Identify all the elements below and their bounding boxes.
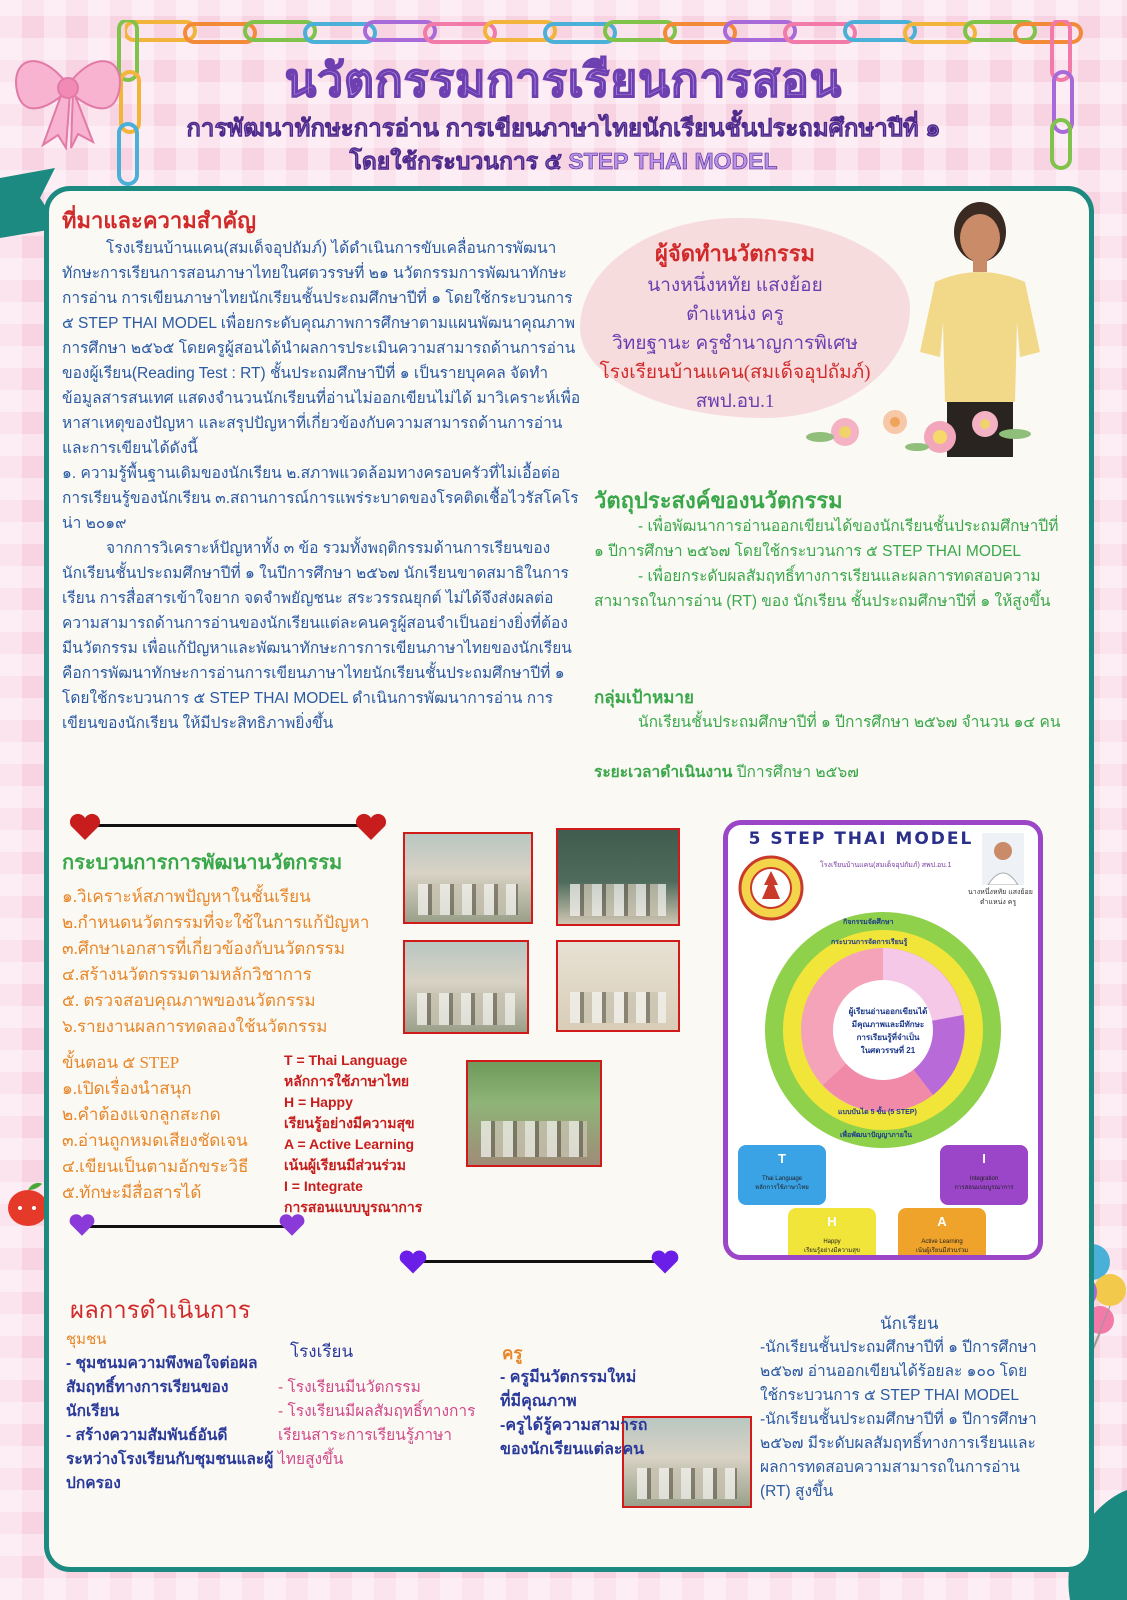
model-box-i-caption-2: การสอนแบบบูรณาการ bbox=[954, 1185, 1014, 1191]
classroom-photo-3 bbox=[403, 940, 529, 1034]
model-box-t-caption-1: Thai Language bbox=[761, 1176, 803, 1182]
results-community-label: ชุมชน bbox=[66, 1331, 107, 1348]
heart-icon bbox=[68, 812, 102, 842]
five-step-2: ๒.คำต้องแจกลูกสะกด bbox=[62, 1105, 221, 1124]
background-paragraph-2: ๑. ความรู้พื้นฐานเดิมของนักเรียน ๒.สภาพแวดล้อมทางครอบครัวที่ไม่เอื้อต่อการเรียนรู้ของนักเรียน ๓.สถานการณ์การแพร่ระบาดของโรคติดเชื้อไวรัสโคโรน่า ๒๐๑๙ bbox=[62, 465, 579, 532]
process-step-5: ๕. ตรวจสอบคุณภาพของนวัตกรรม bbox=[62, 991, 316, 1010]
objective-item-1: - เพื่อพัฒนาการอ่านออกเขียนได้ของนักเรียนชั้นประถมศึกษาปีที่ ๑ ปีการศึกษา ๒๕๖๗ โดยใช้กระบวนการ ๕ STEP THAI MODEL bbox=[594, 518, 1059, 560]
author-heading: ผู้จัดทำนวัตกรรม bbox=[654, 241, 816, 266]
page-title: นวัตกรรมการเรียนการสอน bbox=[284, 55, 843, 106]
objectives-body bbox=[594, 514, 1064, 614]
model-ring-outer-label: กิจกรรมจัดศึกษา bbox=[843, 919, 894, 926]
five-step-4: ๔.เขียนเป็นตามอักขระวิธี bbox=[62, 1157, 249, 1176]
model-box-i-letter: I bbox=[982, 1151, 986, 1166]
results-school-label: โรงเรียน bbox=[290, 1342, 354, 1361]
author-school: โรงเรียนบ้านแคน(สมเด็จอุปถัมภ์) bbox=[599, 362, 871, 383]
duration-value: ปีการศึกษา ๒๕๖๗ bbox=[736, 764, 859, 781]
duration-line bbox=[594, 760, 1069, 785]
classroom-photo-2 bbox=[556, 828, 680, 926]
model-teacher-position: ตำแหน่ง ครู bbox=[980, 899, 1017, 906]
model-teacher-name: นางหนึ่งหทัย แสงย้อย bbox=[968, 889, 1033, 896]
background-paragraph-1: โรงเรียนบ้านแคน(สมเด็จอุปถัมภ์) ได้ดำเนินการขับเคลื่อนการพัฒนาทักษะการเรียนการสอนภาษาไทยในศตวรรษที่ ๒๑ นวัตกรรมการพัฒนาทักษะการอ่าน การเขียนภาษาไทยนักเรียนชั้นประถมศึกษาปีที่ ๑ โดยใช้กระบวนการ ๕ STEP THAI MODEL เพื่อยกระดับคุณภาพการศึกษาตามแผนพัฒนาคุณภาพการศึกษา ๒๕๖๕ โดยครูผู้สอนได้นำผลการประเมินความสามารถด้านการอ่านของผู้เรียน(Reading Test : RT) ชั้นประถมศึกษาปีที่ ๑ เป็นรายบุคคล จัดทำข้อมูลสารสนเทศ แสดงจำนวนนักเรียนที่อ่านไม่ออกเขียนไม่ได้ มาวิเคราะห์เพื่อหาสาเหตุของปัญหา และสรุปปัญหาที่เกี่ยวข้องกับความสามารถด้านการอ่านและการเขียนได้ดังนี้ bbox=[62, 240, 581, 457]
flower-decoration bbox=[805, 392, 1035, 467]
heart-icon bbox=[398, 1248, 428, 1276]
process-step-1: ๑.วิเคราะห์สภาพปัญหาในชั้นเรียน bbox=[62, 887, 311, 906]
model-ring-bottom-label-1: แบบบันได 5 ขั้น (5 STEP) bbox=[838, 1109, 917, 1116]
five-step-5: ๕.ทักษะมีสื่อสารได้ bbox=[62, 1183, 202, 1202]
thai-model-definition bbox=[284, 1050, 474, 1218]
process-step-2: ๒.กำหนดนวัตกรรมที่จะใช้ในการแก้ปัญหา bbox=[62, 913, 370, 932]
model-box-h-caption-1: Happy bbox=[823, 1239, 841, 1245]
results-student-label: นักเรียน bbox=[880, 1314, 939, 1333]
model-ring-bottom-label-2: เพื่อพัฒนาปัญญาภายใน bbox=[840, 1132, 913, 1139]
author-rank: วิทยฐานะ ครูชำนาญการพิเศษ bbox=[612, 333, 858, 354]
results-community-text: - ชุมชนมความพึงพอใจต่อผลสัมฤทธิ์ทางการเรียนของนักเรียน - สร้างความสัมพันธ์อันดีระหว่างโรงเรียนกับชุมชนและผู้ปกครอง bbox=[66, 1355, 274, 1492]
model-center-line-2: มีคุณภาพและมีทักษะ bbox=[851, 1020, 925, 1029]
objective-item-2: - เพื่อยกระดับผลสัมฤทธิ์ทางการเรียนและผลการทดสอบความสามารถในการอ่าน (RT) ของ นักเรียน ชั้นประถมศึกษาปีที่ ๑ ให้สูงขึ้น bbox=[594, 568, 1051, 610]
five-step-title: ขั้นตอน ๕ STEP bbox=[62, 1053, 180, 1072]
results-section-title: ผลการดำเนินการ bbox=[70, 1298, 251, 1324]
background-section-body bbox=[62, 236, 582, 736]
teacher-portrait bbox=[982, 833, 1024, 885]
page-subtitle-line-1: การพัฒนาทักษะการอ่าน การเขียนภาษาไทยนักเรียนชั้นประถมศึกษาปีที่ ๑ bbox=[186, 115, 941, 142]
results-school-text: - โรงเรียนมีนวัตกรรม - โรงเรียนมีผลสัมฤทธิ์ทางการเรียนสาระการเรียนรู้ภาษาไทยสูงขึ้น bbox=[278, 1379, 476, 1468]
author-office: สพป.อบ.1 bbox=[695, 391, 775, 412]
model-box-h bbox=[788, 1208, 876, 1260]
thai-a-line: A = Active Learning bbox=[284, 1136, 415, 1152]
section-divider-3 bbox=[410, 1260, 666, 1263]
heart-icon bbox=[354, 812, 388, 842]
results-student-text: -นักเรียนชั้นประถมศึกษาปีที่ ๑ ปีการศึกษา ๒๕๖๗ อ่านออกเขียนได้ร้อยละ ๑๐๐ โดยใช้กระบวนการ ๕ STEP THAI MODEL -นักเรียนชั้นประถมศึกษาปีที่ ๑ ปีการศึกษา ๒๕๖๗ มีระดับผลสัมฤทธิ์ทางการเรียนและผลการทดสอบความสามารถในการอ่าน (RT) สูงขึ้น bbox=[760, 1339, 1037, 1500]
five-step-1: ๑.เปิดเรื่องนำสนุก bbox=[62, 1079, 192, 1098]
thai-t-line: T = Thai Language bbox=[284, 1052, 408, 1068]
model-box-a-caption-2: เน้นผู้เรียนมีส่วนร่วม bbox=[915, 1248, 969, 1254]
model-ring-inner-label: กระบวนการจัดการเรียนรู้ bbox=[831, 939, 908, 946]
process-step-3: ๓.ศึกษาเอกสารที่เกี่ยวข้องกับนวัตกรรม bbox=[62, 939, 346, 958]
model-poster-title: 5 STEP THAI MODEL bbox=[748, 829, 974, 849]
thai-i-meaning: การสอนแบบบูรณาการ bbox=[284, 1199, 423, 1215]
process-steps-list bbox=[62, 884, 402, 1040]
process-step-6: ๖.รายงานผลการทดลองใช้นวัตกรรม bbox=[62, 1017, 328, 1036]
five-step-3: ๓.อ่านถูกหมดเสียงชัดเจน bbox=[62, 1131, 248, 1150]
thai-h-line: H = Happy bbox=[284, 1094, 353, 1110]
classroom-photo-5 bbox=[466, 1060, 602, 1167]
heart-icon bbox=[278, 1212, 306, 1238]
process-section-title: กระบวนการการพัฒนานวัตกรรม bbox=[62, 852, 343, 874]
background-paragraph-3: จากการวิเคราะห์ปัญหาทั้ง ๓ ข้อ รวมทั้งพฤติกรรมด้านการเรียนของนักเรียนชั้นประถมศึกษาปีที่ ๑ ในปีการศึกษา ๒๕๖๗ นักเรียนขาดสมาธิในการเรียน การสื่อสารเข้าใจยาก จดจำพยัญชนะ สระวรรณยุกต์ ไม่ได้จึงส่งผลต่อความสามารถด้านการอ่านของนักเรียนแต่ละคนครูผู้สอนจำเป็นอย่างยิ่งที่ต้องมีนวัตกรรม เพื่อแก้ปัญหาและพัฒนาทักษะการการเขียนภาษาไทยของนักเรียน คือการพัฒนาทักษะการอ่านการเขียนภาษาไทยนักเรียนชั้นประถมศึกษาปีที่ ๑ โดยใช้กระบวนการ ๕ STEP THAI MODEL ดำเนินการพัฒนาการอ่าน การเขียนของนักเรียน ให้มีประสิทธิภาพยิ่งขึ้น bbox=[62, 540, 572, 732]
model-box-i bbox=[940, 1145, 1028, 1205]
model-box-t-letter: T bbox=[778, 1151, 786, 1166]
objectives-section-title: วัตถุประสงค์ของนวัตกรรม bbox=[594, 488, 843, 513]
model-box-t bbox=[738, 1145, 826, 1205]
classroom-photo-4 bbox=[556, 940, 680, 1032]
five-step-thai-model-poster bbox=[723, 820, 1043, 1260]
model-box-h-letter: H bbox=[827, 1214, 837, 1229]
author-name: นางหนึ่งหทัย แสงย้อย bbox=[647, 275, 823, 296]
model-box-i-caption-1: Integration bbox=[969, 1176, 999, 1182]
heart-icon bbox=[650, 1248, 680, 1276]
target-group-title: กลุ่มเป้าหมาย bbox=[594, 688, 694, 707]
model-center-line-3: การเรียนรู้ที่จำเป็น bbox=[856, 1033, 920, 1042]
thai-a-meaning: เน้นผู้เรียนมีส่วนร่วม bbox=[284, 1157, 407, 1173]
background-section-title: ที่มาและความสำคัญ bbox=[62, 208, 257, 233]
heart-icon bbox=[68, 1212, 96, 1238]
model-center-text bbox=[843, 1005, 933, 1057]
author-position: ตำแหน่ง ครู bbox=[686, 304, 784, 325]
model-box-h-caption-2: เรียนรู้อย่างมีความสุข bbox=[804, 1248, 860, 1254]
model-box-a bbox=[898, 1208, 986, 1260]
thai-h-meaning: เรียนรู้อย่างมีความสุข bbox=[284, 1115, 415, 1131]
five-step-list bbox=[62, 1050, 292, 1206]
section-divider-1 bbox=[80, 824, 370, 827]
page-subtitle-line-2: โดยใช้กระบวนการ ๕ STEP THAI MODEL bbox=[349, 148, 778, 174]
duration-label: ระยะเวลาดำเนินงาน bbox=[594, 764, 733, 781]
target-group-text: นักเรียนชั้นประถมศึกษาปีที่ ๑ ปีการศึกษา ๒๕๖๗ จำนวน ๑๔ คน bbox=[638, 714, 1061, 731]
results-teacher-text: - ครูมีนวัตกรรมใหม่ ที่มีคุณภาพ -ครูได้รู้ความสามารถของนักเรียนแต่ละคน bbox=[500, 1369, 648, 1458]
section-divider-2 bbox=[76, 1225, 292, 1228]
thai-t-meaning: หลักการใช้ภาษาไทย bbox=[284, 1073, 410, 1089]
model-box-a-caption-1: Active Learning bbox=[921, 1239, 963, 1245]
model-box-a-letter: A bbox=[937, 1214, 947, 1229]
results-teacher-label: ครู bbox=[502, 1344, 523, 1363]
model-center-line-1: ผู้เรียนอ่านออกเขียนได้ bbox=[848, 1007, 928, 1016]
thai-i-line: I = Integrate bbox=[284, 1178, 363, 1194]
classroom-photo-1 bbox=[403, 832, 533, 924]
model-center-line-4: ในศตวรรษที่ 21 bbox=[860, 1046, 916, 1055]
model-poster-school: โรงเรียนบ้านแคน(สมเด็จอุปถัมภ์) สพป.อบ.1 bbox=[820, 862, 952, 869]
model-box-t-caption-2: หลักการใช้ภาษาไทย bbox=[755, 1185, 809, 1191]
process-step-4: ๔.สร้างนวัตกรรมตามหลักวิชาการ bbox=[62, 965, 312, 984]
